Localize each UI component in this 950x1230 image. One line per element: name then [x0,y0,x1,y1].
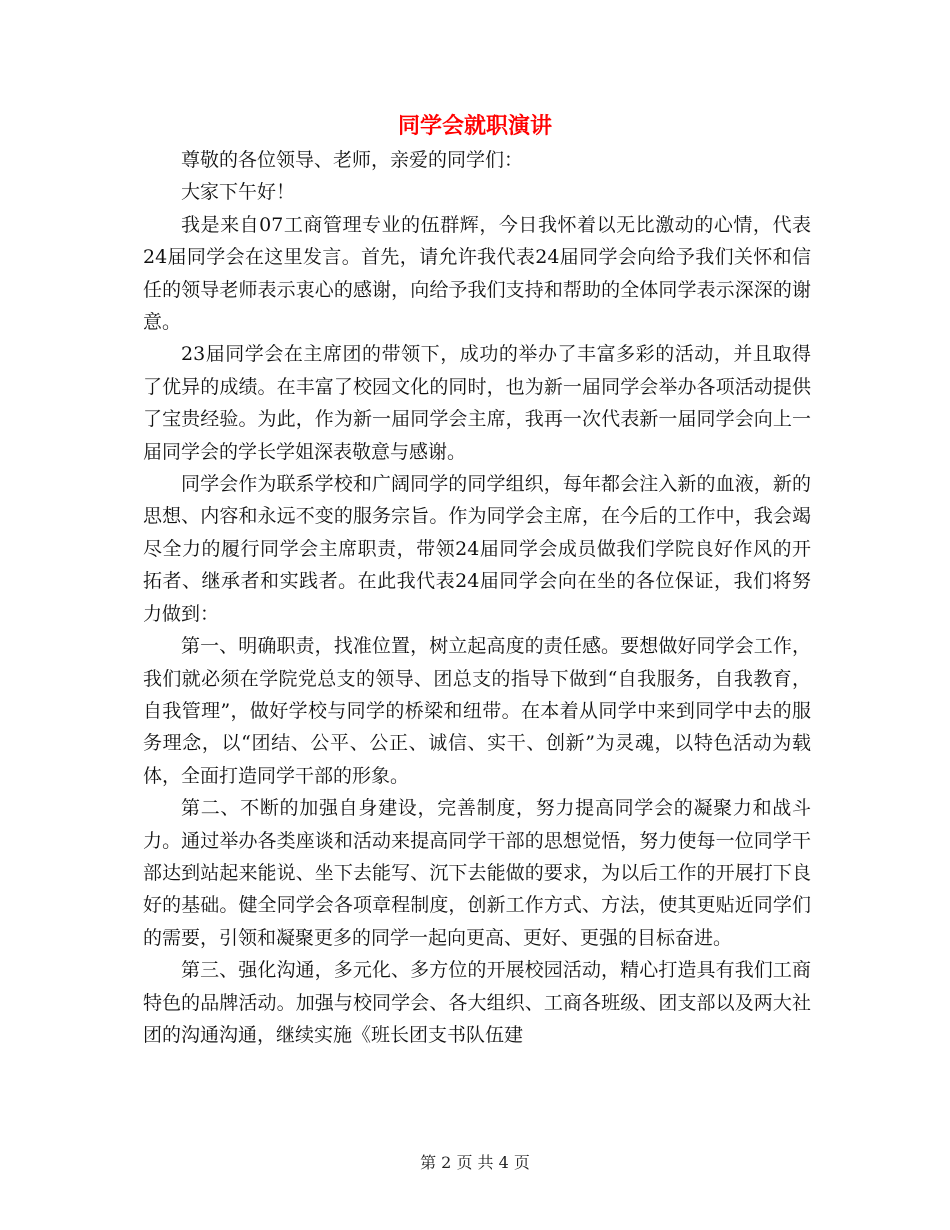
paragraph-point-three: 第三、强化沟通，多元化、多方位的开展校园活动，精心打造具有我们工商特色的品牌活动。加强与校同学会、各大组织、工商各班级、团支部以及两大社团的沟通沟通，继续实施《班长团支书队伍建 [143,959,811,1046]
paragraph-salutation: 尊敬的各位领导、老师，亲爱的同学们： [181,149,524,171]
document-title: 同学会就职演讲 [397,113,552,139]
paragraph-point-one: 第一、明确职责，找准位置，树立起高度的责任感。要想做好同学会工作，我们就必须在学院党总支的领导、团总支的指导下做到“自我服务，自我教育，自我管理”，做好学校与同学的桥梁和纽带。在本着从同学中来到同学中去的服务理念，以“团结、公平、公正、诚信、实干、创新”为灵魂，以特色活动为载体，全面打造同学干部的形象。 [143,635,811,787]
paragraph-point-two: 第二、不断的加强自身建设，完善制度，努力提高同学会的凝聚力和战斗力。通过举办各类座谈和活动来提高同学干部的思想觉悟，努力使每一位同学干部达到站起来能说、坐下去能写、沉下去能做的要求，为以后工作的开展打下良好的基础。健全同学会各项章程制度，创新工作方式、方法，使其更贴近同学们的需要，引领和凝聚更多的同学一起向更高、更好、更强的目标奋进。 [143,797,811,949]
paragraph-commitment: 同学会作为联系学校和广阔同学的同学组织，每年都会注入新的血液，新的思想、内容和永远不变的服务宗旨。作为同学会主席，在今后的工作中，我会竭尽全力的履行同学会主席职责，带领24届同学会成员做我们学院良好作风的开拓者、继承者和实践者。在此我代表24届同学会向在坐的各位保证，我们将努力做到： [143,473,811,625]
paragraph-greeting: 大家下午好！ [181,181,296,204]
paragraph-thanks-previous: 23届同学会在主席团的带领下，成功的举办了丰富多彩的活动，并且取得了优异的成绩。在丰富了校园文化的同时，也为新一届同学会举办各项活动提供了宝贵经验。为此，作为新一届同学会主席，我再一次代表新一届同学会向上一届同学会的学长学姐深表敬意与感谢。 [143,343,811,463]
document-body [143,144,811,1051]
page-footer: 第 2 页 共 4 页 [420,1153,530,1172]
paragraph-introduction: 我是来自07工商管理专业的伍群辉，今日我怀着以无比激动的心情，代表24届同学会在这里发言。首先，请允许我代表24届同学会向给予我们关怀和信任的领导老师表示衷心的感谢，向给予我们支持和帮助的全体同学表示深深的谢意。 [143,213,811,334]
